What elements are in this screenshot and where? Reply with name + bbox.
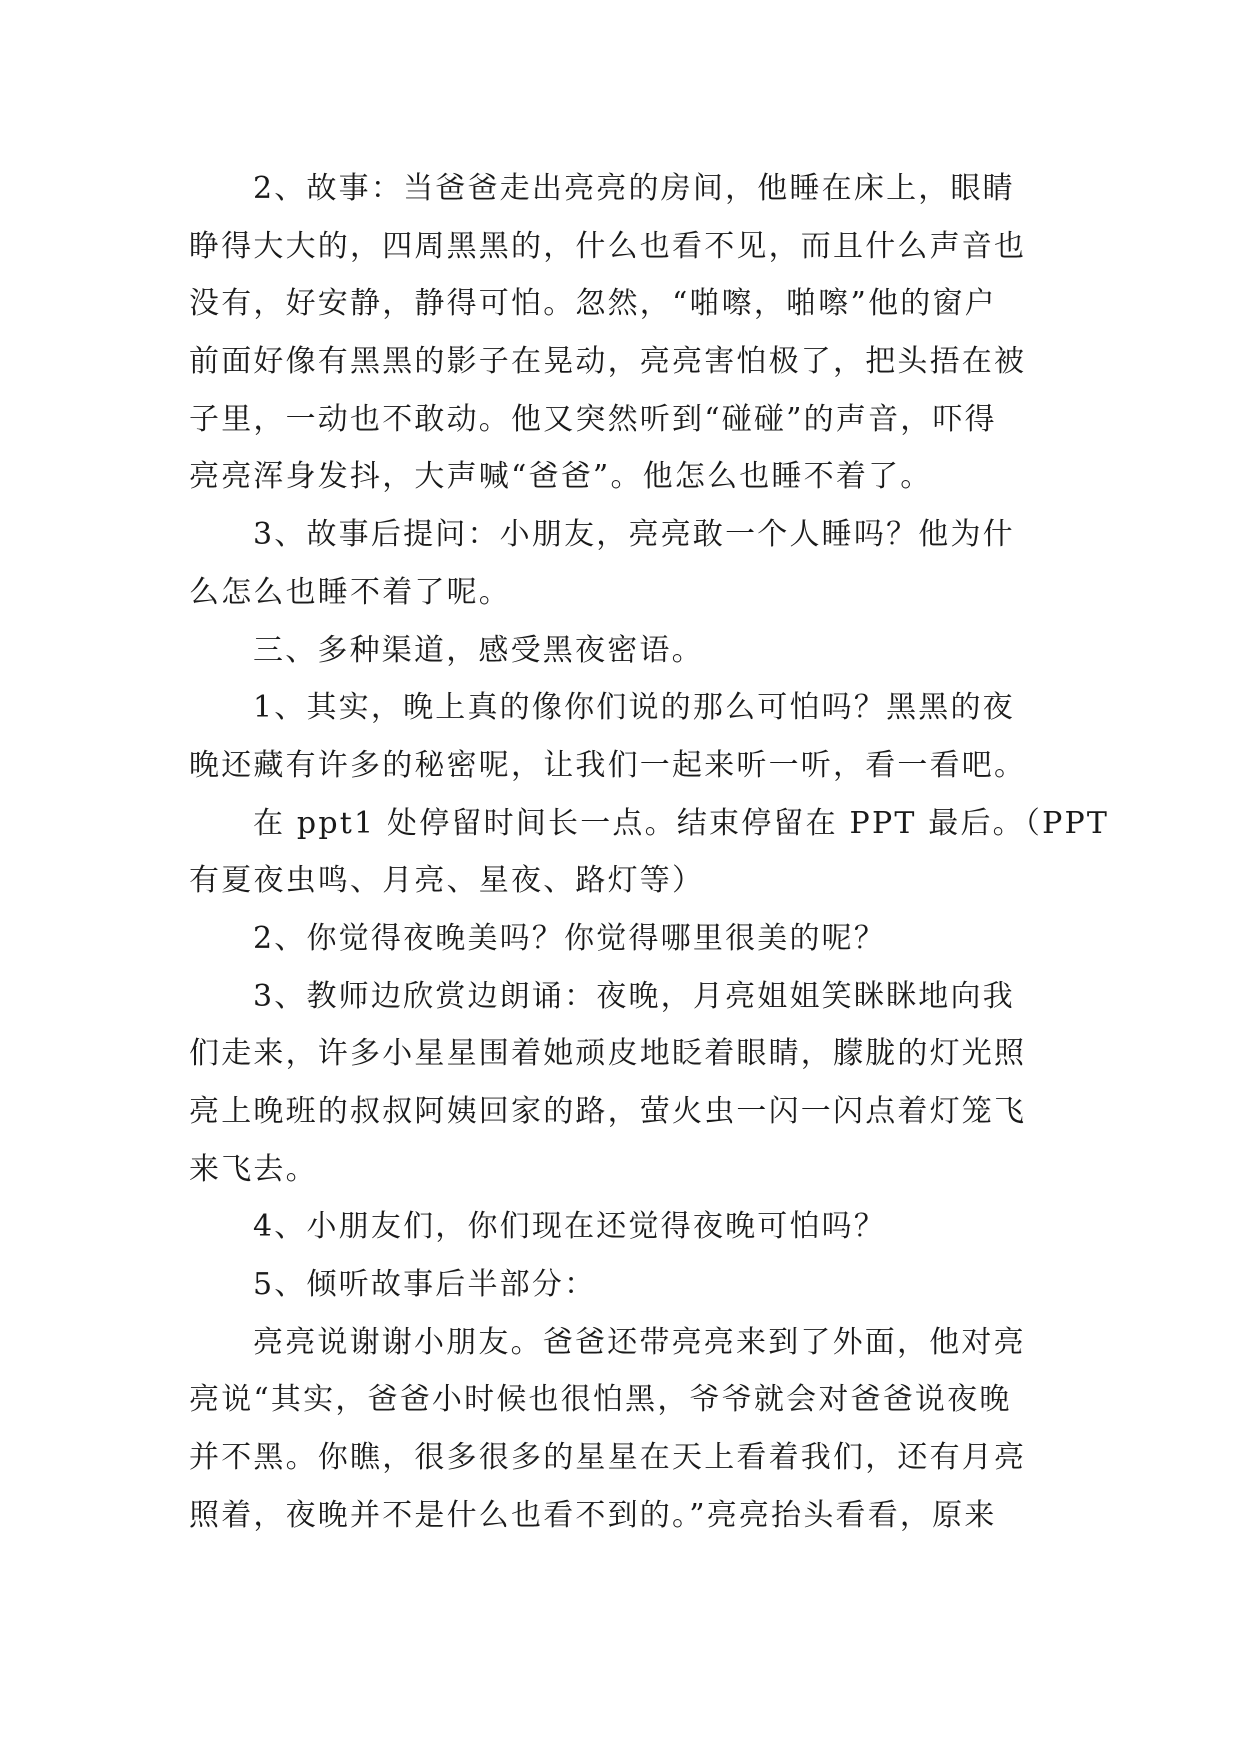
text-line: 亮亮说谢谢小朋友。爸爸还带亮亮来到了外面，他对亮 — [253, 1324, 1026, 1360]
text-line: 在 ppt1 处停留时间长一点。结束停留在 PPT 最后。（PPT — [253, 805, 1110, 841]
text-line: 没有，好安静，静得可怕。忽然，“啪嚓，啪嚓”他的窗户 — [189, 286, 997, 322]
text-line: 睁得大大的，四周黑黑的，什么也看不见，而且什么声音也 — [189, 228, 1027, 264]
text-line: 么怎么也睡不着了呢。 — [189, 574, 511, 610]
text-line: 亮上晚班的叔叔阿姨回家的路，萤火虫一闪一闪点着灯笼飞 — [189, 1094, 1027, 1129]
document-body — [189, 160, 1110, 1545]
text-line: 亮说“其实，爸爸小时候也很怕黑，爷爷就会对爸爸说夜晚 — [189, 1382, 1012, 1418]
text-line: 照着，夜晚并不是什么也看不到的。”亮亮抬头看看，原来 — [189, 1497, 997, 1533]
text-line: 来飞去。 — [189, 1151, 318, 1187]
section-heading: 三、多种渠道，感受黑夜密语。 — [253, 632, 704, 668]
text-line: 3、故事后提问：小朋友，亮亮敢一个人睡吗？他为什 — [253, 517, 1015, 553]
text-line: 2、故事：当爸爸走出亮亮的房间，他睡在床上，眼睛 — [253, 171, 1015, 206]
text-line: 亮亮浑身发抖，大声喊“爸爸”。他怎么也睡不着了。 — [189, 459, 933, 495]
text-line: 4、小朋友们，你们现在还觉得夜晚可怕吗？ — [253, 1209, 887, 1245]
text-line: 晚还藏有许多的秘密呢，让我们一起来听一听，看一看吧。 — [189, 747, 1027, 783]
text-line: 并不黑。你瞧，很多很多的星星在天上看着我们，还有月亮 — [189, 1440, 1027, 1476]
text-line: 5、倾听故事后半部分： — [253, 1267, 597, 1303]
text-line: 1、其实，晚上真的像你们说的那么可怕吗？黑黑的夜 — [253, 690, 1015, 726]
text-line: 3、教师边欣赏边朗诵：夜晚，月亮姐姐笑眯眯地向我 — [253, 978, 1015, 1014]
text-line: 2、你觉得夜晚美吗？你觉得哪里很美的呢？ — [253, 920, 887, 956]
text-line: 们走来，许多小星星围着她顽皮地眨着眼睛，朦胧的灯光照 — [189, 1036, 1027, 1072]
text-line: 子里，一动也不敢动。他又突然听到“碰碰”的声音，吓得 — [189, 401, 997, 437]
text-line: 有夏夜虫鸣、月亮、星夜、路灯等） — [189, 863, 705, 899]
text-line: 前面好像有黑黑的影子在晃动，亮亮害怕极了，把头捂在被 — [189, 344, 1027, 380]
